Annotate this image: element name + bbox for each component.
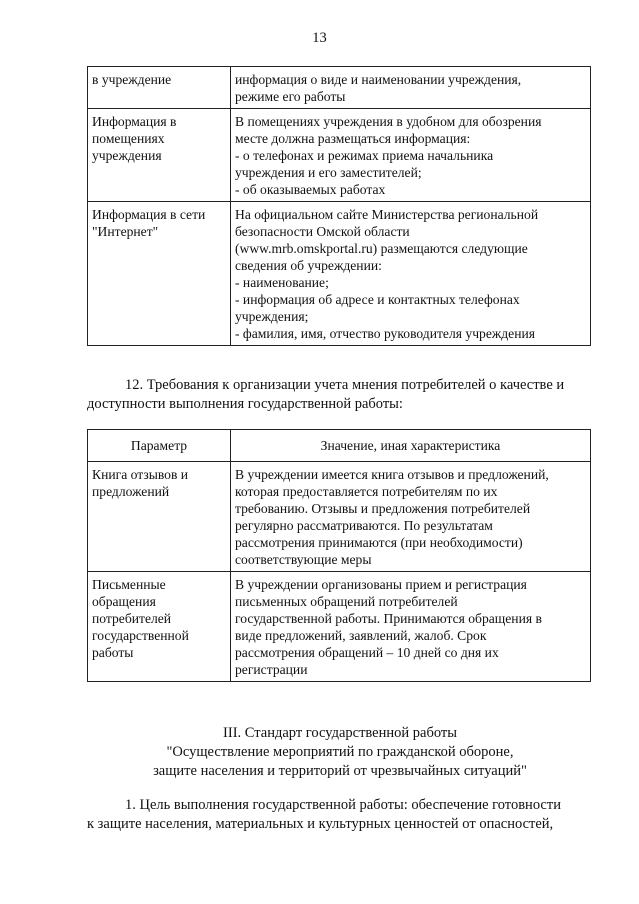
cell-line: учреждения bbox=[92, 148, 162, 163]
header-parameter: Параметр bbox=[88, 430, 231, 462]
cell-line: Книга отзывов и bbox=[92, 467, 189, 482]
cell-line: предложений bbox=[92, 484, 170, 499]
table-row bbox=[88, 572, 591, 682]
page-number: 13 bbox=[312, 30, 327, 46]
parameter-cell bbox=[88, 202, 231, 346]
cell-line: сведения об учреждении: bbox=[235, 258, 382, 273]
cell-line: в учреждение bbox=[92, 72, 172, 87]
cell-line: В учреждении организованы прием и регистрация bbox=[235, 577, 527, 592]
cell-line: учреждения; bbox=[235, 309, 309, 324]
cell-line: (www.mrb.omskportal.ru) размещаются следующие bbox=[235, 241, 528, 256]
value-cell bbox=[231, 202, 591, 346]
cell-line: которая предоставляется потребителям по их bbox=[235, 484, 498, 499]
cell-line: обращения bbox=[92, 594, 156, 609]
info-table bbox=[87, 66, 591, 346]
feedback-table-body bbox=[88, 462, 591, 682]
cell-line: Письменные bbox=[92, 577, 166, 592]
cell-line: письменных обращений потребителей bbox=[235, 594, 458, 609]
parameter-cell bbox=[88, 572, 231, 682]
cell-line: безопасности Омской области bbox=[235, 224, 410, 239]
parameter-cell bbox=[88, 462, 231, 572]
cell-line: В помещениях учреждения в удобном для обозрения bbox=[235, 114, 542, 129]
cell-line: На официальном сайте Министерства региональной bbox=[235, 207, 539, 222]
info-table-body bbox=[88, 67, 591, 346]
table-row bbox=[88, 202, 591, 346]
cell-line: работы bbox=[92, 645, 134, 660]
table-row bbox=[88, 109, 591, 202]
value-cell bbox=[231, 109, 591, 202]
cell-line: регистрации bbox=[235, 662, 308, 677]
cell-line: режиме его работы bbox=[235, 89, 346, 104]
section-subtitle-line-2: защите населения и территорий от чрезвычайных ситуаций" bbox=[153, 763, 527, 779]
value-cell bbox=[231, 67, 591, 109]
cell-line: - фамилия, имя, отчество руководителя учреждения bbox=[235, 326, 536, 341]
paragraph-12-line-1: 12. Требования к организации учета мнения потребителей о качестве и bbox=[125, 377, 565, 393]
cell-line: государственной работы. Принимаются обращения в bbox=[235, 611, 542, 626]
cell-line: - информация об адресе и контактных телефонах bbox=[235, 292, 520, 307]
feedback-table bbox=[87, 429, 591, 682]
cell-line: рассмотрения принимаются (при необходимости) bbox=[235, 535, 523, 550]
header-value: Значение, иная характеристика bbox=[231, 430, 591, 462]
cell-line: Информация в сети bbox=[92, 207, 206, 222]
value-cell bbox=[231, 462, 591, 572]
cell-line: требованию. Отзывы и предложения потребителей bbox=[235, 501, 531, 516]
cell-line: "Интернет" bbox=[92, 224, 159, 239]
parameter-cell bbox=[88, 67, 231, 109]
table-row bbox=[88, 462, 591, 572]
cell-line: виде предложений, заявлений, жалоб. Срок bbox=[235, 628, 487, 643]
paragraph-1-line-2: к защите населения, материальных и культурных ценностей от опасностей, bbox=[87, 816, 554, 832]
cell-line: месте должна размещаться информация: bbox=[235, 131, 471, 146]
paragraph-1 bbox=[87, 796, 591, 834]
cell-line: - наименование; bbox=[235, 275, 329, 290]
cell-line: потребителей bbox=[92, 611, 172, 626]
cell-line: - о телефонах и режимах приема начальника bbox=[235, 148, 494, 163]
table-row bbox=[88, 67, 591, 109]
section-subtitle-line-1: "Осуществление мероприятий по гражданской обороне, bbox=[166, 744, 514, 760]
cell-line: рассмотрения обращений – 10 дней со дня их bbox=[235, 645, 499, 660]
cell-line: государственной bbox=[92, 628, 189, 643]
paragraph-12-line-2: доступности выполнения государственной работы: bbox=[87, 396, 403, 412]
table-header-row bbox=[88, 430, 591, 462]
paragraph-1-line-1: 1. Цель выполнения государственной работы: обеспечение готовности bbox=[125, 797, 561, 813]
cell-line: информация о виде и наименовании учреждения, bbox=[235, 72, 522, 87]
cell-line: учреждения и его заместителей; bbox=[235, 165, 422, 180]
cell-line: Информация в bbox=[92, 114, 177, 129]
cell-line: соответствующие меры bbox=[235, 552, 372, 567]
section-heading bbox=[60, 724, 620, 781]
section-title: III. Стандарт государственной работы bbox=[223, 725, 457, 741]
cell-line: помещениях bbox=[92, 131, 165, 146]
cell-line: В учреждении имеется книга отзывов и предложений, bbox=[235, 467, 549, 482]
paragraph-12 bbox=[87, 376, 591, 414]
cell-line: - об оказываемых работах bbox=[235, 182, 386, 197]
cell-line: регулярно рассматриваются. По результатам bbox=[235, 518, 493, 533]
value-cell bbox=[231, 572, 591, 682]
parameter-cell bbox=[88, 109, 231, 202]
